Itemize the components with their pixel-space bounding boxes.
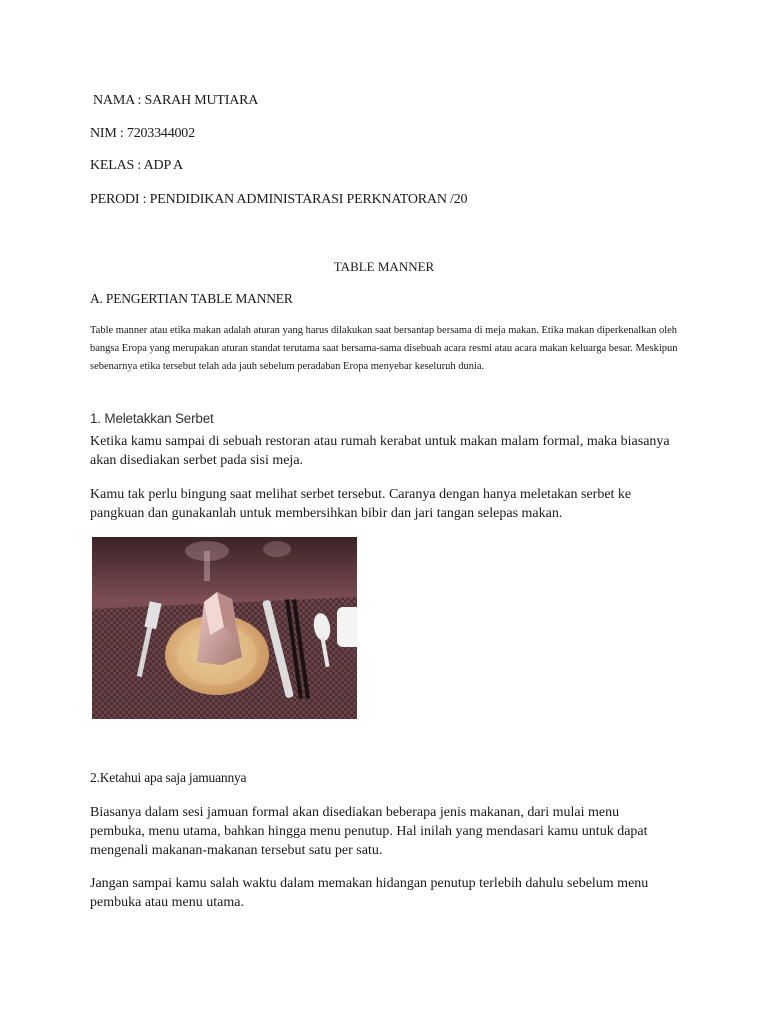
student-class: KELAS : ADP A (90, 158, 183, 173)
point-2-paragraph-2: Jangan sampai kamu salah waktu dalam memakan hidangan penutup terlebih dahulu sebelum menu pembuka atau menu utama. (90, 876, 649, 910)
student-nim: NIM : 7203344002 (90, 126, 195, 141)
student-program: PERODI : PENDIDIKAN ADMINISTARASI PERKNATORAN /20 (90, 192, 468, 207)
section-a-heading: A. PENGERTIAN TABLE MANNER (90, 291, 293, 306)
point-2-heading: 2.Ketahui apa saja jamuannya (90, 770, 247, 785)
student-name: NAMA : SARAH MUTIARA (93, 93, 259, 108)
napkin-place-setting-image (92, 537, 357, 719)
point-1-heading: 1. Meletakkan Serbet (90, 411, 214, 426)
point-1-paragraph-2: Kamu tak perlu bingung saat melihat serbet tersebut. Caranya dengan hanya meletakan serbet ke pangkuan dan gunakanlah untuk membersihkan bibir dan jari tangan selepas makan. (90, 487, 632, 521)
point-2-paragraph-1: Biasanya dalam sesi jamuan formal akan disediakan beberapa jenis makanan, dari mulai menu pembuka, menu utama, bahkan hingga menu penutup. Hal inilah yang mendasari kamu untuk dapat mengenali makanan-makanan tersebut satu per satu. (90, 805, 648, 858)
point-1-paragraph-1: Ketika kamu sampai di sebuah restoran atau rumah kerabat untuk makan malam formal, maka biasanya akan disediakan serbet pada sisi meja. (90, 434, 670, 468)
document-title: TABLE MANNER (333, 259, 435, 274)
section-a-text: Table manner atau etika makan adalah aturan yang harus dilakukan saat bersantap bersama di meja makan. Etika makan diperkenalkan oleh bangsa Eropa yang merupakan aturan standat terutama saat bersama-sama disebuah acara resmi atau acara makan keluarga besar. Meskipun sebenarnya etika tersebut telah ada jauh sebelum peradaban Eropa menyebar keseluruh dunia. (90, 325, 678, 372)
